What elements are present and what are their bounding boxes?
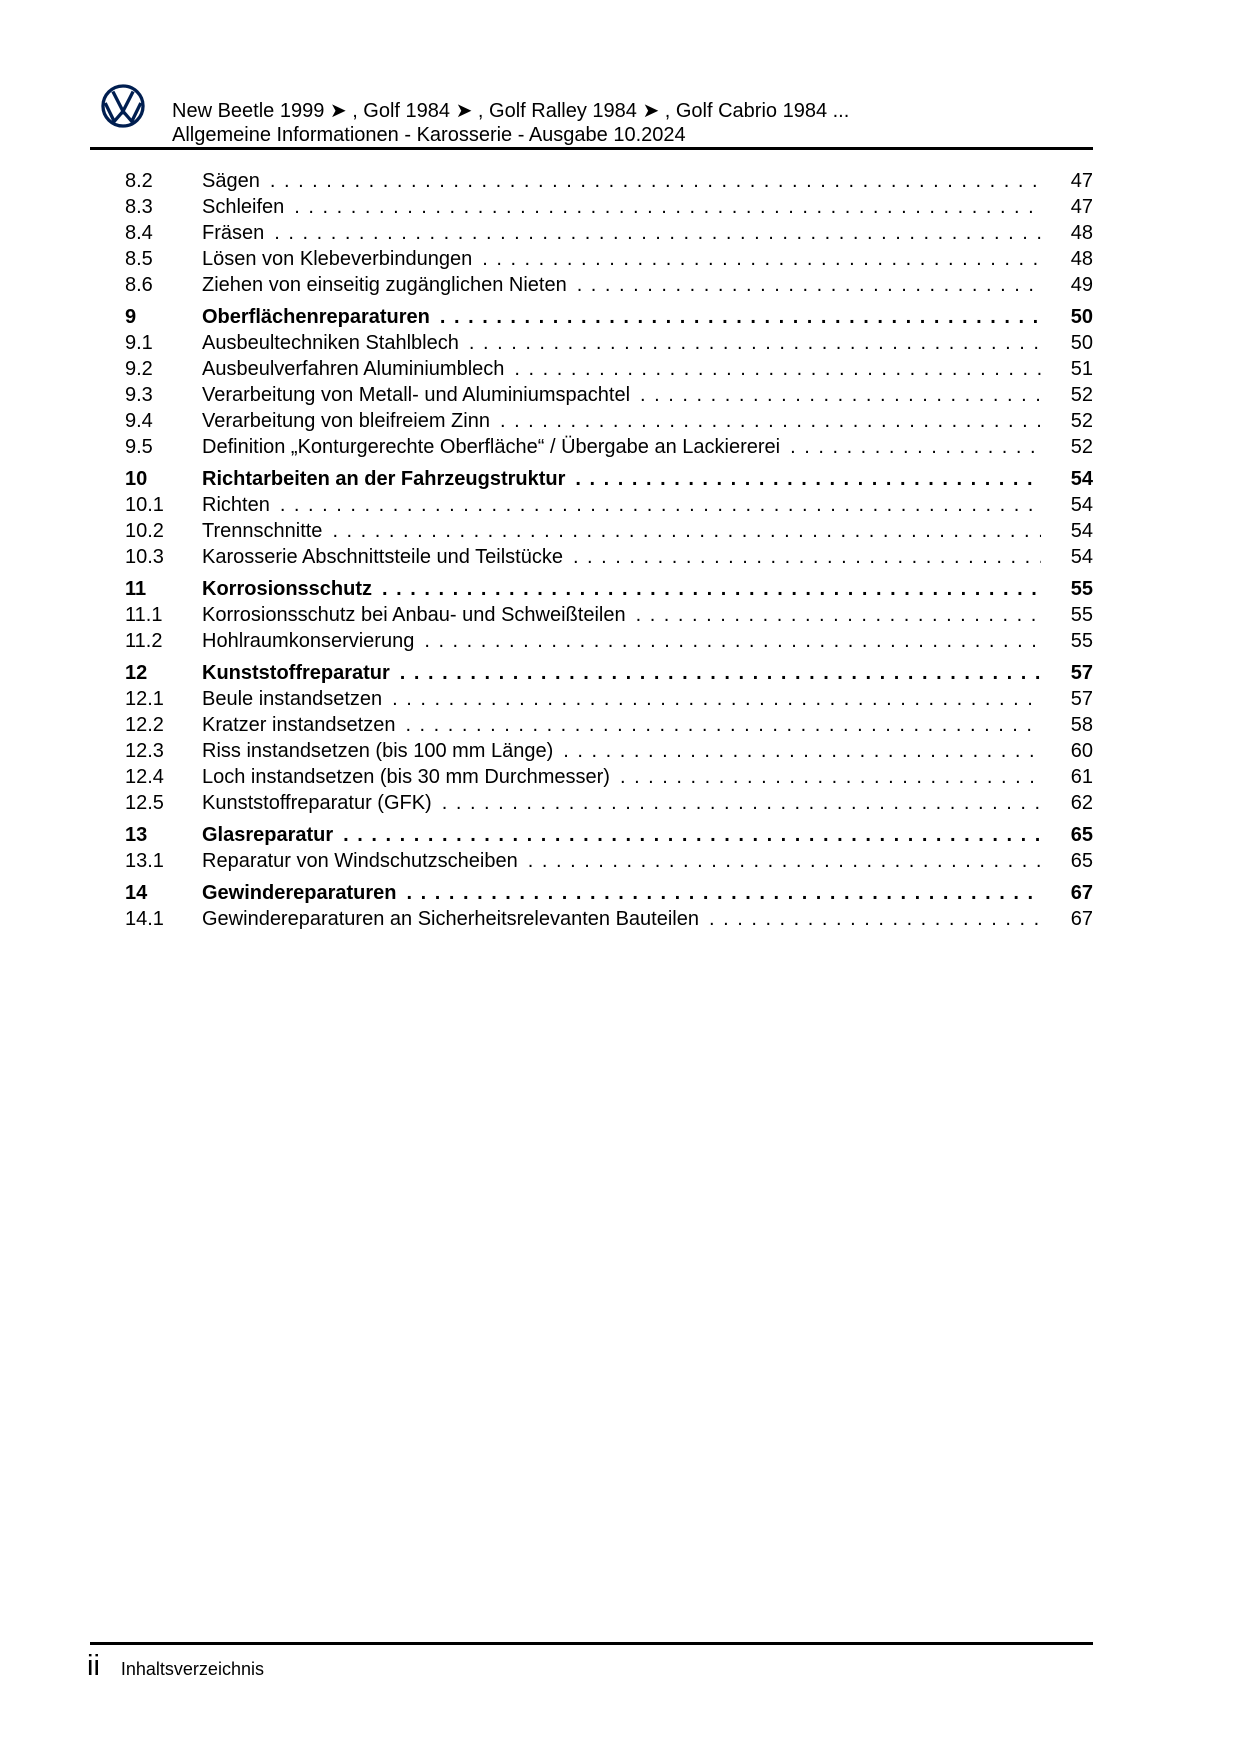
toc-entry-title: Beule instandsetzen [202, 688, 383, 710]
toc-entry-page: 51 [1070, 358, 1093, 380]
toc-entry-number: 10.2 [125, 520, 164, 542]
toc-entry-page: 50 [1070, 306, 1093, 328]
toc-entry-title: Verarbeitung von Metall- und Aluminiumspachtel [202, 384, 631, 406]
toc-entry [90, 492, 1093, 518]
toc-entry-title: Glasreparatur [202, 824, 334, 846]
toc-entry [90, 544, 1093, 570]
toc-entry-page: 65 [1070, 824, 1093, 846]
toc-entry [90, 848, 1093, 874]
footer-section-label: Inhaltsverzeichnis [120, 1659, 264, 1679]
toc-entry-number: 11 [125, 578, 147, 600]
dot-leader [430, 304, 1041, 330]
toc-entry-page: 47 [1070, 170, 1093, 192]
toc-entry [90, 518, 1093, 544]
dot-leader [630, 382, 1041, 408]
toc-entry-number: 9 [125, 306, 137, 328]
toc-entry [90, 738, 1093, 764]
toc-entry [90, 576, 1093, 602]
toc-entry-title: Verarbeitung von bleifreiem Zinn [202, 410, 490, 432]
dot-leader [567, 272, 1041, 298]
toc-entry-title: Sägen [202, 170, 260, 192]
vw-logo [101, 84, 145, 128]
dot-leader [553, 738, 1041, 764]
dot-leader [459, 330, 1041, 356]
toc-entry-number: 12 [125, 662, 148, 684]
toc-entry [90, 686, 1093, 712]
toc-entry-number: 12.4 [125, 766, 164, 788]
toc-entry-title: Karosserie Abschnittsteile und Teilstücke [202, 546, 563, 568]
toc-entry-title: Ausbeulverfahren Aluminiumblech [202, 358, 505, 380]
dot-leader [432, 790, 1041, 816]
dot-leader [382, 686, 1041, 712]
dot-leader [699, 906, 1041, 932]
toc-entry-number: 8.2 [125, 170, 153, 192]
toc-entry-number: 8.6 [125, 274, 153, 296]
toc-entry-number: 9.4 [125, 410, 153, 432]
toc-entry-title: Ausbeultechniken Stahlblech [202, 332, 459, 354]
toc-entry-number: 8.3 [125, 196, 153, 218]
dot-leader [333, 822, 1041, 848]
toc-entry-title: Ziehen von einseitig zugänglichen Nieten [202, 274, 567, 296]
toc-entry-title: Hohlraumkonservierung [202, 630, 415, 652]
dot-leader [565, 466, 1041, 492]
toc-entry-title: Loch instandsetzen (bis 30 mm Durchmesser) [202, 766, 610, 788]
toc-entry [90, 168, 1093, 194]
dot-leader [395, 712, 1041, 738]
toc-entry [90, 906, 1093, 932]
toc-entry-page: 58 [1070, 714, 1093, 736]
dot-leader [372, 576, 1041, 602]
dot-leader [270, 492, 1041, 518]
toc-entry-page: 52 [1070, 436, 1093, 458]
toc-entry-number: 14 [125, 882, 148, 904]
toc-entry-title: Korrosionsschutz [202, 578, 373, 600]
toc-entry [90, 880, 1093, 906]
toc-entry-page: 49 [1070, 274, 1093, 296]
footer-page-number: ii [87, 1650, 100, 1682]
toc-entry-number: 12.2 [125, 714, 164, 736]
toc-entry [90, 330, 1093, 356]
toc-entry-title: Kunststoffreparatur [202, 662, 390, 684]
toc-list [90, 168, 1093, 932]
toc-entry-page: 48 [1070, 248, 1093, 270]
toc-entry-title: Riss instandsetzen (bis 100 mm Länge) [202, 740, 554, 762]
header-models-line: New Beetle 1999 ➤ , Golf 1984 ➤ , Golf Ralley 1984 ➤ , Golf Cabrio 1984 ... [172, 100, 850, 122]
toc-entry-title: Kunststoffreparatur (GFK) [202, 792, 432, 814]
toc-entry-page: 62 [1070, 792, 1093, 814]
toc-entry [90, 434, 1093, 460]
toc-entry [90, 628, 1093, 654]
toc-entry-title: Richten [202, 494, 270, 516]
toc-entry-page: 47 [1070, 196, 1093, 218]
toc-entry-number: 12.5 [125, 792, 164, 814]
toc-entry-title: Lösen von Klebeverbindungen [202, 248, 473, 270]
dot-leader [472, 246, 1041, 272]
toc-entry [90, 356, 1093, 382]
toc-entry-title: Reparatur von Windschutzscheiben [202, 850, 518, 872]
document-header [172, 99, 849, 147]
toc-entry-page: 55 [1070, 630, 1093, 652]
toc-entry [90, 304, 1093, 330]
toc-entry [90, 382, 1093, 408]
toc-entry-page: 57 [1070, 688, 1093, 710]
dot-leader [414, 628, 1041, 654]
header-divider [90, 147, 1093, 150]
toc-entry-page: 55 [1070, 604, 1093, 626]
toc-entry [90, 246, 1093, 272]
dot-leader [563, 544, 1041, 570]
toc-entry-title: Schleifen [202, 196, 285, 218]
toc-entry-title: Oberflächenreparaturen [202, 306, 430, 328]
toc-entry-page: 54 [1070, 546, 1093, 568]
dot-leader [626, 602, 1041, 628]
toc-entry-page: 57 [1070, 662, 1093, 684]
toc-entry-page: 55 [1070, 578, 1093, 600]
page-footer [87, 1650, 264, 1682]
dot-leader [284, 194, 1041, 220]
toc-entry [90, 272, 1093, 298]
toc-entry-page: 67 [1070, 882, 1093, 904]
toc-entry-number: 11.1 [125, 604, 163, 626]
toc-entry-page: 65 [1070, 850, 1093, 872]
toc-entry [90, 660, 1093, 686]
dot-leader [397, 880, 1041, 906]
toc-entry-page: 52 [1070, 384, 1093, 406]
toc-entry-number: 11.2 [125, 630, 163, 652]
dot-leader [264, 220, 1041, 246]
toc-entry-number: 8.5 [125, 248, 153, 270]
toc-entry-number: 10.3 [125, 546, 164, 568]
toc-entry-number: 10.1 [125, 494, 164, 516]
toc-entry-title: Richtarbeiten an der Fahrzeugstruktur [202, 468, 566, 490]
toc-entry-number: 13 [125, 824, 148, 846]
toc-entry [90, 194, 1093, 220]
toc-entry-title: Kratzer instandsetzen [202, 714, 396, 736]
toc-entry [90, 602, 1093, 628]
toc-entry-number: 12.1 [125, 688, 164, 710]
toc-entry-page: 60 [1070, 740, 1093, 762]
toc-entry-number: 9.3 [125, 384, 153, 406]
dot-leader [322, 518, 1041, 544]
toc-entry-number: 9.5 [125, 436, 153, 458]
toc-entry-title: Trennschnitte [202, 520, 323, 542]
toc-entry-number: 9.2 [125, 358, 153, 380]
toc-entry-page: 54 [1070, 494, 1093, 516]
toc-entry-number: 9.1 [125, 332, 153, 354]
toc-entry [90, 466, 1093, 492]
toc-entry [90, 408, 1093, 434]
toc-entry-number: 13.1 [125, 850, 164, 872]
toc-entry-page: 52 [1070, 410, 1093, 432]
toc-entry-title: Gewindereparaturen an Sicherheitsrelevanten Bauteilen [202, 908, 699, 930]
toc-entry-title: Gewindereparaturen [202, 882, 397, 904]
dot-leader [780, 434, 1041, 460]
toc-entry-title: Korrosionsschutz bei Anbau- und Schweißteilen [202, 604, 626, 626]
toc-entry-page: 48 [1070, 222, 1093, 244]
toc-entry-page: 50 [1070, 332, 1093, 354]
vw-logo-graphic [101, 84, 145, 128]
toc-entry-page: 54 [1070, 520, 1093, 542]
toc-entry-title: Fräsen [202, 222, 265, 244]
toc-entry-number: 12.3 [125, 740, 164, 762]
toc-entry [90, 712, 1093, 738]
dot-leader [518, 848, 1041, 874]
toc-entry-number: 14.1 [125, 908, 164, 930]
toc-entry [90, 764, 1093, 790]
dot-leader [490, 408, 1041, 434]
dot-leader [504, 356, 1041, 382]
toc-entry-page: 61 [1070, 766, 1093, 788]
toc-entry-number: 10 [125, 468, 148, 490]
toc-entry [90, 220, 1093, 246]
dot-leader [260, 168, 1041, 194]
dot-leader [610, 764, 1041, 790]
toc-entry-number: 8.4 [125, 222, 153, 244]
toc-entry-page: 67 [1070, 908, 1093, 930]
toc-entry [90, 822, 1093, 848]
dot-leader [390, 660, 1041, 686]
toc-entry-title: Definition „Konturgerechte Oberfläche“ / Übergabe an Lackiererei [202, 436, 781, 458]
header-subtitle-line: Allgemeine Informationen - Karosserie - Ausgabe 10.2024 [172, 124, 686, 146]
footer-divider [90, 1642, 1093, 1645]
toc-entry-page: 54 [1070, 468, 1093, 490]
toc-entry [90, 790, 1093, 816]
